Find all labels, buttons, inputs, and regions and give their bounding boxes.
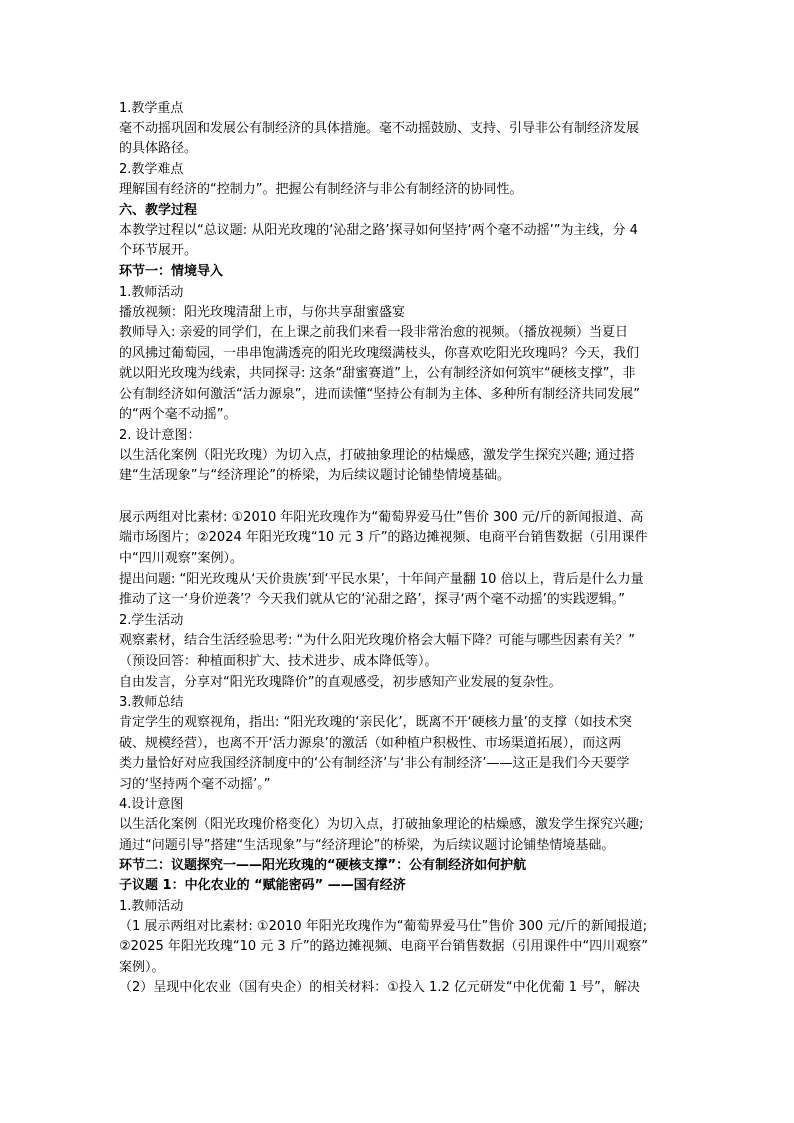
paragraph-line: 习的‘坚持两个毫不动摇’。” (119, 777, 271, 792)
paragraph-line: 的风拂过葡萄园，一串串饱满透亮的阳光玫瑰缀满枝头，你喜欢吃阳光玫瑰吗？今天，我们 (119, 346, 640, 361)
paragraph-line: 建“生活现象”与“经济理论”的桥梁，为后续议题讨论铺垫情境基础。 (119, 468, 510, 483)
paragraph-line: 公有制经济如何激活“活力源泉”，进而读懂“坚持公有制为主体、多种所有制经济共同发展” (119, 387, 640, 402)
paragraph-line: 展示两组对比素材: ①2010 年阳光玫瑰作为“葡萄界爱马仕”售价 300 元/斤的新闻报道、高 (119, 510, 644, 525)
paragraph-line: 个环节展开。 (119, 243, 198, 258)
paragraph-line: 观察素材，结合生活经验思考: “为什么阳光玫瑰价格会大幅下降？可能与哪些因素有关？” (119, 633, 635, 648)
paragraph-line: 2. 设计意图： (119, 428, 201, 443)
section-heading: 六、教学过程 (119, 203, 198, 218)
paragraph-line: 肯定学生的观察视角，指出: “阳光玫瑰的‘亲民化’，既离不开‘硬核力量’的支撑（如技术突 (119, 715, 632, 730)
paragraph-line: 3.教师总结 (119, 695, 184, 710)
paragraph-line: 以生活化案例（阳光玫瑰价格变化）为切入点，打破抽象理论的枯燥感，激发学生探究兴趣; (119, 817, 644, 832)
paragraph-line: （2）呈现中化农业（国有央企）的相关材料：①投入 1.2 亿元研发“中化优葡 1 号”，解决 (119, 980, 640, 995)
paragraph-line: ②2025 年阳光玫瑰“10 元 3 斤”的路边摊视频、电商平台销售数据（引用课件中“四川观察” (119, 939, 649, 954)
paragraph-line: 自由发言，分享对“阳光玫瑰降价”的直观感受，初步感知产业发展的复杂性。 (119, 675, 562, 690)
paragraph-line: 以生活化案例（阳光玫瑰）为切入点，打破抽象理论的枯燥感，激发学生探究兴趣; 通过搭 (119, 448, 635, 463)
paragraph-line: 理解国有经济的“控制力”。把握公有制经济与非公有制经济的协同性。 (119, 182, 523, 197)
section-heading: 环节二：议题探究一——阳光玫瑰的“硬核支撑”：公有制经济如何护航 (119, 858, 527, 873)
paragraph-line: 2.学生活动 (119, 613, 184, 628)
paragraph-line: 本教学过程以“总议题: 从阳光玫瑰的‘沁甜之路’探寻如何坚持‘两个毫不动摇’”为主线，分 4 (119, 223, 638, 238)
paragraph-line: 1.教师活动 (119, 899, 184, 914)
paragraph-line: 端市场图片；②2024 年阳光玫瑰“10 元 3 斤”的路边摊视频、电商平台销售数据（引用课件 (119, 530, 648, 545)
paragraph-line: 教师导入: 亲爱的同学们，在上课之前我们来看一段非常治愈的视频。（播放视频）当夏日 (119, 325, 629, 340)
paragraph-line: 通过“问题引导”搭建“生活现象”与“经济理论”的桥梁，为后续议题讨论铺垫情境基础。 (119, 838, 615, 853)
paragraph-line: 4.设计意图 (119, 797, 184, 812)
paragraph-line: 1.教学重点 (119, 101, 184, 116)
paragraph-line: 破、规模经营），也离不开‘活力源泉’的激活（如种植户积极性、市场渠道拓展），而这两 (119, 736, 622, 751)
paragraph-line: 的具体路径。 (119, 141, 198, 156)
paragraph-line: 中“四川观察”案例）。 (119, 551, 243, 566)
section-heading: 子议题 1：中化农业的 “赋能密码” ——国有经济 (119, 878, 406, 893)
paragraph-line: 就以阳光玫瑰为线索，共同探寻: 这条“甜蜜赛道”上，公有制经济如何筑牢“硬核支撑”，非 (119, 366, 636, 381)
paragraph-line: 2.教学难点 (119, 162, 184, 177)
paragraph-line: 毫不动摇巩固和发展公有制经济的具体措施。毫不动摇鼓励、支持、引导非公有制经济发展 (119, 121, 640, 136)
paragraph-line: （预设回答：种植面积扩大、技术进步、成本降低等）。 (119, 654, 438, 669)
paragraph-line: 提出问题: “阳光玫瑰从‘天价贵族’到‘平民水果’，十年间产量翻 10 倍以上，背后是什么力量 (119, 572, 644, 587)
paragraph-line: 案例）。 (119, 960, 165, 975)
paragraph-line: 的“两个毫不动摇”。 (119, 407, 237, 422)
paragraph-line: 1.教师活动 (119, 285, 184, 300)
paragraph-line: 推动了这一‘身价逆袭’？今天我们就从它的‘沁甜之路’，探寻‘两个毫不动摇’的实践逻辑。” (119, 592, 626, 607)
paragraph-line: 类力量恰好对应我国经济制度中的‘公有制经济’与‘非公有制经济’——这正是我们今天要学 (119, 756, 630, 771)
paragraph-line: 播放视频：阳光玫瑰清甜上市，与你共享甜蜜盛宴 (119, 305, 406, 320)
paragraph-line: （1 展示两组对比素材: ①2010 年阳光玫瑰作为“葡萄界爱马仕”售价 300 元/斤的新闻报道; (119, 919, 648, 934)
section-heading: 环节一：情境导入 (119, 264, 224, 279)
